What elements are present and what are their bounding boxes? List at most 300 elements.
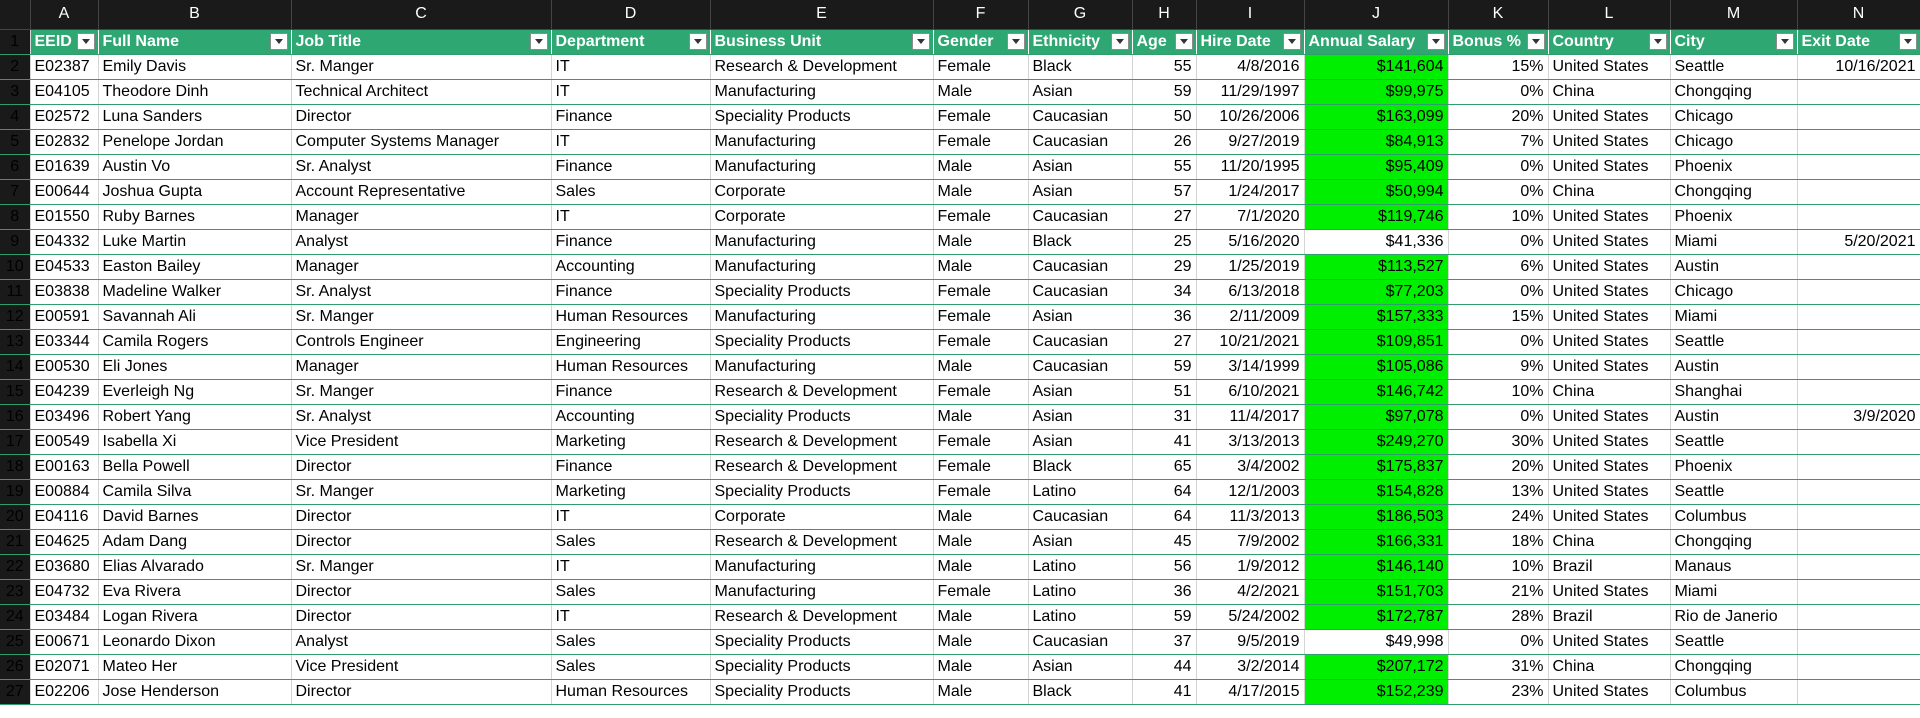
cell-department[interactable]: Accounting [551, 404, 710, 429]
cell-department[interactable]: Sales [551, 629, 710, 654]
cell-gender[interactable]: Male [933, 154, 1028, 179]
cell-ethnicity[interactable]: Latino [1028, 604, 1132, 629]
filter-dropdown-icon[interactable] [1007, 33, 1025, 50]
cell-exit-date[interactable] [1797, 379, 1920, 404]
cell-eeid[interactable]: E04116 [30, 504, 98, 529]
cell-department[interactable]: Finance [551, 379, 710, 404]
cell-city[interactable]: Manaus [1670, 554, 1797, 579]
cell-annual-salary[interactable]: $49,998 [1304, 629, 1448, 654]
cell-hire-date[interactable]: 3/14/1999 [1196, 354, 1304, 379]
column-header-k[interactable]: K [1448, 0, 1548, 29]
cell-country[interactable]: United States [1548, 104, 1670, 129]
cell-full-name[interactable]: Luke Martin [98, 229, 291, 254]
cell-age[interactable]: 59 [1132, 79, 1196, 104]
cell-gender[interactable]: Male [933, 254, 1028, 279]
cell-department[interactable]: IT [551, 204, 710, 229]
cell-full-name[interactable]: Madeline Walker [98, 279, 291, 304]
cell-gender[interactable]: Female [933, 54, 1028, 79]
cell-hire-date[interactable]: 1/9/2012 [1196, 554, 1304, 579]
cell-country[interactable]: United States [1548, 229, 1670, 254]
cell-hire-date[interactable]: 4/8/2016 [1196, 54, 1304, 79]
cell-country[interactable]: China [1548, 179, 1670, 204]
cell-full-name[interactable]: Camila Silva [98, 479, 291, 504]
cell-city[interactable]: Chicago [1670, 104, 1797, 129]
cell-full-name[interactable]: Isabella Xi [98, 429, 291, 454]
cell-business-unit[interactable]: Manufacturing [710, 579, 933, 604]
cell-gender[interactable]: Female [933, 479, 1028, 504]
cell-eeid[interactable]: E00163 [30, 454, 98, 479]
cell-eeid[interactable]: E02071 [30, 654, 98, 679]
row-number[interactable]: 24 [0, 604, 30, 629]
row-number[interactable]: 8 [0, 204, 30, 229]
cell-annual-salary[interactable]: $113,527 [1304, 254, 1448, 279]
cell-department[interactable]: Sales [551, 579, 710, 604]
cell-annual-salary[interactable]: $154,828 [1304, 479, 1448, 504]
cell-gender[interactable]: Male [933, 504, 1028, 529]
cell-ethnicity[interactable]: Asian [1028, 154, 1132, 179]
cell-business-unit[interactable]: Research & Development [710, 454, 933, 479]
cell-age[interactable]: 59 [1132, 604, 1196, 629]
cell-exit-date[interactable] [1797, 154, 1920, 179]
cell-bonus[interactable]: 15% [1448, 54, 1548, 79]
cell-bonus[interactable]: 9% [1448, 354, 1548, 379]
cell-exit-date[interactable]: 3/9/2020 [1797, 404, 1920, 429]
cell-eeid[interactable]: E04105 [30, 79, 98, 104]
cell-business-unit[interactable]: Corporate [710, 204, 933, 229]
cell-full-name[interactable]: Elias Alvarado [98, 554, 291, 579]
cell-country[interactable]: United States [1548, 279, 1670, 304]
cell-job-title[interactable]: Sr. Analyst [291, 279, 551, 304]
cell-business-unit[interactable]: Manufacturing [710, 304, 933, 329]
cell-full-name[interactable]: Leonardo Dixon [98, 629, 291, 654]
cell-annual-salary[interactable]: $166,331 [1304, 529, 1448, 554]
row-number[interactable]: 23 [0, 579, 30, 604]
cell-city[interactable]: Chongqing [1670, 79, 1797, 104]
cell-annual-salary[interactable]: $41,336 [1304, 229, 1448, 254]
header-cell[interactable] [1670, 29, 1797, 54]
row-number[interactable]: 14 [0, 354, 30, 379]
cell-exit-date[interactable] [1797, 629, 1920, 654]
cell-eeid[interactable]: E02387 [30, 54, 98, 79]
cell-ethnicity[interactable]: Caucasian [1028, 104, 1132, 129]
row-number[interactable]: 16 [0, 404, 30, 429]
cell-age[interactable]: 56 [1132, 554, 1196, 579]
cell-bonus[interactable]: 30% [1448, 429, 1548, 454]
header-cell[interactable] [1548, 29, 1670, 54]
row-number[interactable]: 20 [0, 504, 30, 529]
cell-job-title[interactable]: Account Representative [291, 179, 551, 204]
cell-full-name[interactable]: David Barnes [98, 504, 291, 529]
cell-annual-salary[interactable]: $146,140 [1304, 554, 1448, 579]
cell-hire-date[interactable]: 6/13/2018 [1196, 279, 1304, 304]
cell-hire-date[interactable]: 4/2/2021 [1196, 579, 1304, 604]
cell-business-unit[interactable]: Speciality Products [710, 404, 933, 429]
cell-ethnicity[interactable]: Asian [1028, 529, 1132, 554]
cell-age[interactable]: 55 [1132, 54, 1196, 79]
cell-business-unit[interactable]: Manufacturing [710, 254, 933, 279]
cell-eeid[interactable]: E00671 [30, 629, 98, 654]
column-header-n[interactable]: N [1797, 0, 1920, 29]
cell-country[interactable]: United States [1548, 54, 1670, 79]
cell-full-name[interactable]: Joshua Gupta [98, 179, 291, 204]
cell-city[interactable]: Austin [1670, 354, 1797, 379]
cell-age[interactable]: 31 [1132, 404, 1196, 429]
column-header-b[interactable]: B [98, 0, 291, 29]
cell-hire-date[interactable]: 10/21/2021 [1196, 329, 1304, 354]
cell-annual-salary[interactable]: $119,746 [1304, 204, 1448, 229]
cell-business-unit[interactable]: Manufacturing [710, 354, 933, 379]
cell-bonus[interactable]: 28% [1448, 604, 1548, 629]
cell-department[interactable]: IT [551, 604, 710, 629]
cell-ethnicity[interactable]: Black [1028, 229, 1132, 254]
cell-gender[interactable]: Male [933, 629, 1028, 654]
cell-department[interactable]: Engineering [551, 329, 710, 354]
cell-hire-date[interactable]: 1/25/2019 [1196, 254, 1304, 279]
header-cell[interactable] [710, 29, 933, 54]
cell-age[interactable]: 44 [1132, 654, 1196, 679]
header-cell[interactable] [1797, 29, 1920, 54]
row-number[interactable]: 1 [0, 29, 30, 54]
filter-dropdown-icon[interactable] [912, 33, 930, 50]
cell-bonus[interactable]: 6% [1448, 254, 1548, 279]
cell-annual-salary[interactable]: $157,333 [1304, 304, 1448, 329]
cell-bonus[interactable]: 15% [1448, 304, 1548, 329]
cell-eeid[interactable]: E04732 [30, 579, 98, 604]
cell-business-unit[interactable]: Manufacturing [710, 154, 933, 179]
cell-business-unit[interactable]: Speciality Products [710, 279, 933, 304]
cell-country[interactable]: China [1548, 654, 1670, 679]
cell-age[interactable]: 27 [1132, 329, 1196, 354]
cell-country[interactable]: United States [1548, 304, 1670, 329]
cell-country[interactable]: United States [1548, 579, 1670, 604]
cell-age[interactable]: 51 [1132, 379, 1196, 404]
filter-dropdown-icon[interactable] [77, 33, 95, 50]
cell-eeid[interactable]: E02832 [30, 129, 98, 154]
cell-department[interactable]: Marketing [551, 429, 710, 454]
cell-full-name[interactable]: Jose Henderson [98, 679, 291, 704]
cell-bonus[interactable]: 20% [1448, 104, 1548, 129]
cell-age[interactable]: 64 [1132, 504, 1196, 529]
row-number[interactable]: 27 [0, 679, 30, 704]
cell-job-title[interactable]: Sr. Manger [291, 479, 551, 504]
cell-ethnicity[interactable]: Latino [1028, 579, 1132, 604]
cell-gender[interactable]: Female [933, 129, 1028, 154]
cell-hire-date[interactable]: 7/9/2002 [1196, 529, 1304, 554]
cell-job-title[interactable]: Director [291, 529, 551, 554]
cell-country[interactable]: United States [1548, 154, 1670, 179]
cell-hire-date[interactable]: 5/24/2002 [1196, 604, 1304, 629]
cell-business-unit[interactable]: Speciality Products [710, 679, 933, 704]
cell-job-title[interactable]: Manager [291, 354, 551, 379]
cell-full-name[interactable]: Ruby Barnes [98, 204, 291, 229]
cell-gender[interactable]: Male [933, 529, 1028, 554]
cell-department[interactable]: Accounting [551, 254, 710, 279]
cell-full-name[interactable]: Penelope Jordan [98, 129, 291, 154]
cell-city[interactable]: Austin [1670, 404, 1797, 429]
cell-ethnicity[interactable]: Asian [1028, 654, 1132, 679]
cell-department[interactable]: Finance [551, 154, 710, 179]
cell-country[interactable]: United States [1548, 329, 1670, 354]
cell-exit-date[interactable] [1797, 129, 1920, 154]
cell-annual-salary[interactable]: $186,503 [1304, 504, 1448, 529]
cell-ethnicity[interactable]: Asian [1028, 404, 1132, 429]
row-number[interactable]: 25 [0, 629, 30, 654]
cell-full-name[interactable]: Eva Rivera [98, 579, 291, 604]
cell-country[interactable]: China [1548, 379, 1670, 404]
cell-exit-date[interactable] [1797, 279, 1920, 304]
cell-exit-date[interactable] [1797, 579, 1920, 604]
cell-gender[interactable]: Female [933, 104, 1028, 129]
cell-city[interactable]: Seattle [1670, 54, 1797, 79]
column-header-e[interactable]: E [710, 0, 933, 29]
cell-annual-salary[interactable]: $50,994 [1304, 179, 1448, 204]
cell-bonus[interactable]: 0% [1448, 279, 1548, 304]
cell-hire-date[interactable]: 3/2/2014 [1196, 654, 1304, 679]
cell-department[interactable]: IT [551, 504, 710, 529]
cell-job-title[interactable]: Controls Engineer [291, 329, 551, 354]
filter-dropdown-icon[interactable] [1175, 33, 1193, 50]
cell-exit-date[interactable] [1797, 504, 1920, 529]
cell-eeid[interactable]: E04625 [30, 529, 98, 554]
row-number[interactable]: 15 [0, 379, 30, 404]
cell-business-unit[interactable]: Corporate [710, 179, 933, 204]
column-header-h[interactable]: H [1132, 0, 1196, 29]
cell-full-name[interactable]: Easton Bailey [98, 254, 291, 279]
column-header-g[interactable]: G [1028, 0, 1132, 29]
cell-exit-date[interactable] [1797, 454, 1920, 479]
cell-country[interactable]: China [1548, 529, 1670, 554]
cell-country[interactable]: United States [1548, 354, 1670, 379]
cell-full-name[interactable]: Bella Powell [98, 454, 291, 479]
cell-eeid[interactable]: E03680 [30, 554, 98, 579]
cell-city[interactable]: Chongqing [1670, 654, 1797, 679]
cell-full-name[interactable]: Theodore Dinh [98, 79, 291, 104]
cell-hire-date[interactable]: 11/29/1997 [1196, 79, 1304, 104]
cell-full-name[interactable]: Eli Jones [98, 354, 291, 379]
row-number[interactable]: 4 [0, 104, 30, 129]
cell-bonus[interactable]: 20% [1448, 454, 1548, 479]
cell-department[interactable]: Finance [551, 104, 710, 129]
cell-exit-date[interactable] [1797, 554, 1920, 579]
row-number[interactable]: 12 [0, 304, 30, 329]
cell-annual-salary[interactable]: $99,975 [1304, 79, 1448, 104]
cell-job-title[interactable]: Manager [291, 204, 551, 229]
cell-job-title[interactable]: Director [291, 579, 551, 604]
cell-job-title[interactable]: Sr. Analyst [291, 404, 551, 429]
cell-exit-date[interactable] [1797, 204, 1920, 229]
cell-business-unit[interactable]: Speciality Products [710, 654, 933, 679]
cell-ethnicity[interactable]: Caucasian [1028, 629, 1132, 654]
cell-eeid[interactable]: E03838 [30, 279, 98, 304]
header-cell[interactable] [1028, 29, 1132, 54]
cell-annual-salary[interactable]: $105,086 [1304, 354, 1448, 379]
row-number[interactable]: 19 [0, 479, 30, 504]
row-number[interactable]: 22 [0, 554, 30, 579]
cell-business-unit[interactable]: Manufacturing [710, 554, 933, 579]
cell-age[interactable]: 36 [1132, 304, 1196, 329]
cell-eeid[interactable]: E04239 [30, 379, 98, 404]
cell-annual-salary[interactable]: $109,851 [1304, 329, 1448, 354]
row-number[interactable]: 9 [0, 229, 30, 254]
cell-gender[interactable]: Female [933, 329, 1028, 354]
cell-job-title[interactable]: Sr. Manger [291, 379, 551, 404]
header-cell[interactable] [933, 29, 1028, 54]
cell-age[interactable]: 45 [1132, 529, 1196, 554]
cell-business-unit[interactable]: Speciality Products [710, 479, 933, 504]
cell-business-unit[interactable]: Research & Development [710, 379, 933, 404]
cell-age[interactable]: 65 [1132, 454, 1196, 479]
cell-department[interactable]: IT [551, 79, 710, 104]
cell-department[interactable]: IT [551, 554, 710, 579]
cell-annual-salary[interactable]: $163,099 [1304, 104, 1448, 129]
cell-hire-date[interactable]: 3/13/2013 [1196, 429, 1304, 454]
cell-city[interactable]: Miami [1670, 229, 1797, 254]
cell-department[interactable]: Sales [551, 654, 710, 679]
row-number[interactable]: 17 [0, 429, 30, 454]
filter-dropdown-icon[interactable] [1283, 33, 1301, 50]
cell-age[interactable]: 25 [1132, 229, 1196, 254]
cell-job-title[interactable]: Sr. Manger [291, 54, 551, 79]
cell-eeid[interactable]: E00644 [30, 179, 98, 204]
cell-gender[interactable]: Female [933, 204, 1028, 229]
cell-age[interactable]: 29 [1132, 254, 1196, 279]
filter-dropdown-icon[interactable] [1899, 33, 1917, 50]
cell-full-name[interactable]: Savannah Ali [98, 304, 291, 329]
cell-eeid[interactable]: E00549 [30, 429, 98, 454]
cell-gender[interactable]: Male [933, 229, 1028, 254]
cell-job-title[interactable]: Analyst [291, 629, 551, 654]
cell-eeid[interactable]: E02206 [30, 679, 98, 704]
cell-exit-date[interactable] [1797, 304, 1920, 329]
cell-department[interactable]: Human Resources [551, 304, 710, 329]
row-number[interactable]: 3 [0, 79, 30, 104]
cell-hire-date[interactable]: 2/11/2009 [1196, 304, 1304, 329]
cell-eeid[interactable]: E01550 [30, 204, 98, 229]
cell-gender[interactable]: Female [933, 379, 1028, 404]
cell-ethnicity[interactable]: Caucasian [1028, 204, 1132, 229]
cell-job-title[interactable]: Manager [291, 254, 551, 279]
row-number[interactable]: 10 [0, 254, 30, 279]
row-number[interactable]: 7 [0, 179, 30, 204]
cell-gender[interactable]: Male [933, 679, 1028, 704]
cell-exit-date[interactable] [1797, 429, 1920, 454]
cell-hire-date[interactable]: 11/4/2017 [1196, 404, 1304, 429]
cell-job-title[interactable]: Computer Systems Manager [291, 129, 551, 154]
cell-exit-date[interactable]: 5/20/2021 [1797, 229, 1920, 254]
cell-full-name[interactable]: Adam Dang [98, 529, 291, 554]
cell-department[interactable]: Finance [551, 229, 710, 254]
cell-hire-date[interactable]: 4/17/2015 [1196, 679, 1304, 704]
cell-hire-date[interactable]: 3/4/2002 [1196, 454, 1304, 479]
cell-business-unit[interactable]: Research & Development [710, 529, 933, 554]
cell-department[interactable]: Marketing [551, 479, 710, 504]
header-cell[interactable] [1196, 29, 1304, 54]
cell-bonus[interactable]: 0% [1448, 229, 1548, 254]
cell-bonus[interactable]: 0% [1448, 329, 1548, 354]
cell-full-name[interactable]: Emily Davis [98, 54, 291, 79]
cell-city[interactable]: Shanghai [1670, 379, 1797, 404]
cell-gender[interactable]: Female [933, 429, 1028, 454]
filter-dropdown-icon[interactable] [1776, 33, 1794, 50]
cell-hire-date[interactable]: 10/26/2006 [1196, 104, 1304, 129]
cell-country[interactable]: Brazil [1548, 604, 1670, 629]
cell-ethnicity[interactable]: Latino [1028, 479, 1132, 504]
cell-city[interactable]: Chongqing [1670, 529, 1797, 554]
cell-city[interactable]: Phoenix [1670, 454, 1797, 479]
cell-age[interactable]: 41 [1132, 679, 1196, 704]
cell-gender[interactable]: Male [933, 404, 1028, 429]
cell-business-unit[interactable]: Corporate [710, 504, 933, 529]
cell-annual-salary[interactable]: $207,172 [1304, 654, 1448, 679]
cell-job-title[interactable]: Director [291, 679, 551, 704]
cell-exit-date[interactable] [1797, 604, 1920, 629]
cell-department[interactable]: Human Resources [551, 354, 710, 379]
cell-city[interactable]: Austin [1670, 254, 1797, 279]
header-cell[interactable] [551, 29, 710, 54]
cell-department[interactable]: Sales [551, 529, 710, 554]
cell-city[interactable]: Rio de Janerio [1670, 604, 1797, 629]
cell-eeid[interactable]: E03344 [30, 329, 98, 354]
filter-dropdown-icon[interactable] [1527, 33, 1545, 50]
cell-exit-date[interactable] [1797, 354, 1920, 379]
cell-country[interactable]: United States [1548, 479, 1670, 504]
cell-department[interactable]: Human Resources [551, 679, 710, 704]
row-number[interactable]: 13 [0, 329, 30, 354]
cell-ethnicity[interactable]: Black [1028, 54, 1132, 79]
cell-city[interactable]: Chicago [1670, 129, 1797, 154]
cell-job-title[interactable]: Technical Architect [291, 79, 551, 104]
cell-country[interactable]: United States [1548, 129, 1670, 154]
cell-exit-date[interactable] [1797, 104, 1920, 129]
cell-age[interactable]: 27 [1132, 204, 1196, 229]
row-number[interactable]: 18 [0, 454, 30, 479]
cell-ethnicity[interactable]: Asian [1028, 304, 1132, 329]
cell-exit-date[interactable] [1797, 329, 1920, 354]
cell-ethnicity[interactable]: Asian [1028, 79, 1132, 104]
cell-city[interactable]: Seattle [1670, 429, 1797, 454]
cell-bonus[interactable]: 0% [1448, 404, 1548, 429]
cell-country[interactable]: United States [1548, 679, 1670, 704]
cell-annual-salary[interactable]: $152,239 [1304, 679, 1448, 704]
cell-ethnicity[interactable]: Caucasian [1028, 329, 1132, 354]
cell-job-title[interactable]: Vice President [291, 429, 551, 454]
cell-exit-date[interactable] [1797, 479, 1920, 504]
cell-city[interactable]: Columbus [1670, 504, 1797, 529]
cell-bonus[interactable]: 10% [1448, 379, 1548, 404]
cell-age[interactable]: 55 [1132, 154, 1196, 179]
cell-hire-date[interactable]: 7/1/2020 [1196, 204, 1304, 229]
cell-gender[interactable]: Male [933, 79, 1028, 104]
cell-gender[interactable]: Male [933, 179, 1028, 204]
cell-age[interactable]: 34 [1132, 279, 1196, 304]
cell-full-name[interactable]: Robert Yang [98, 404, 291, 429]
cell-city[interactable]: Columbus [1670, 679, 1797, 704]
cell-annual-salary[interactable]: $141,604 [1304, 54, 1448, 79]
cell-city[interactable]: Chicago [1670, 279, 1797, 304]
cell-department[interactable]: IT [551, 129, 710, 154]
cell-full-name[interactable]: Logan Rivera [98, 604, 291, 629]
cell-full-name[interactable]: Austin Vo [98, 154, 291, 179]
cell-job-title[interactable]: Sr. Analyst [291, 154, 551, 179]
cell-country[interactable]: United States [1548, 629, 1670, 654]
cell-business-unit[interactable]: Speciality Products [710, 629, 933, 654]
row-number[interactable]: 2 [0, 54, 30, 79]
cell-hire-date[interactable]: 5/16/2020 [1196, 229, 1304, 254]
cell-annual-salary[interactable]: $95,409 [1304, 154, 1448, 179]
cell-exit-date[interactable] [1797, 529, 1920, 554]
cell-age[interactable]: 57 [1132, 179, 1196, 204]
header-cell[interactable] [1448, 29, 1548, 54]
